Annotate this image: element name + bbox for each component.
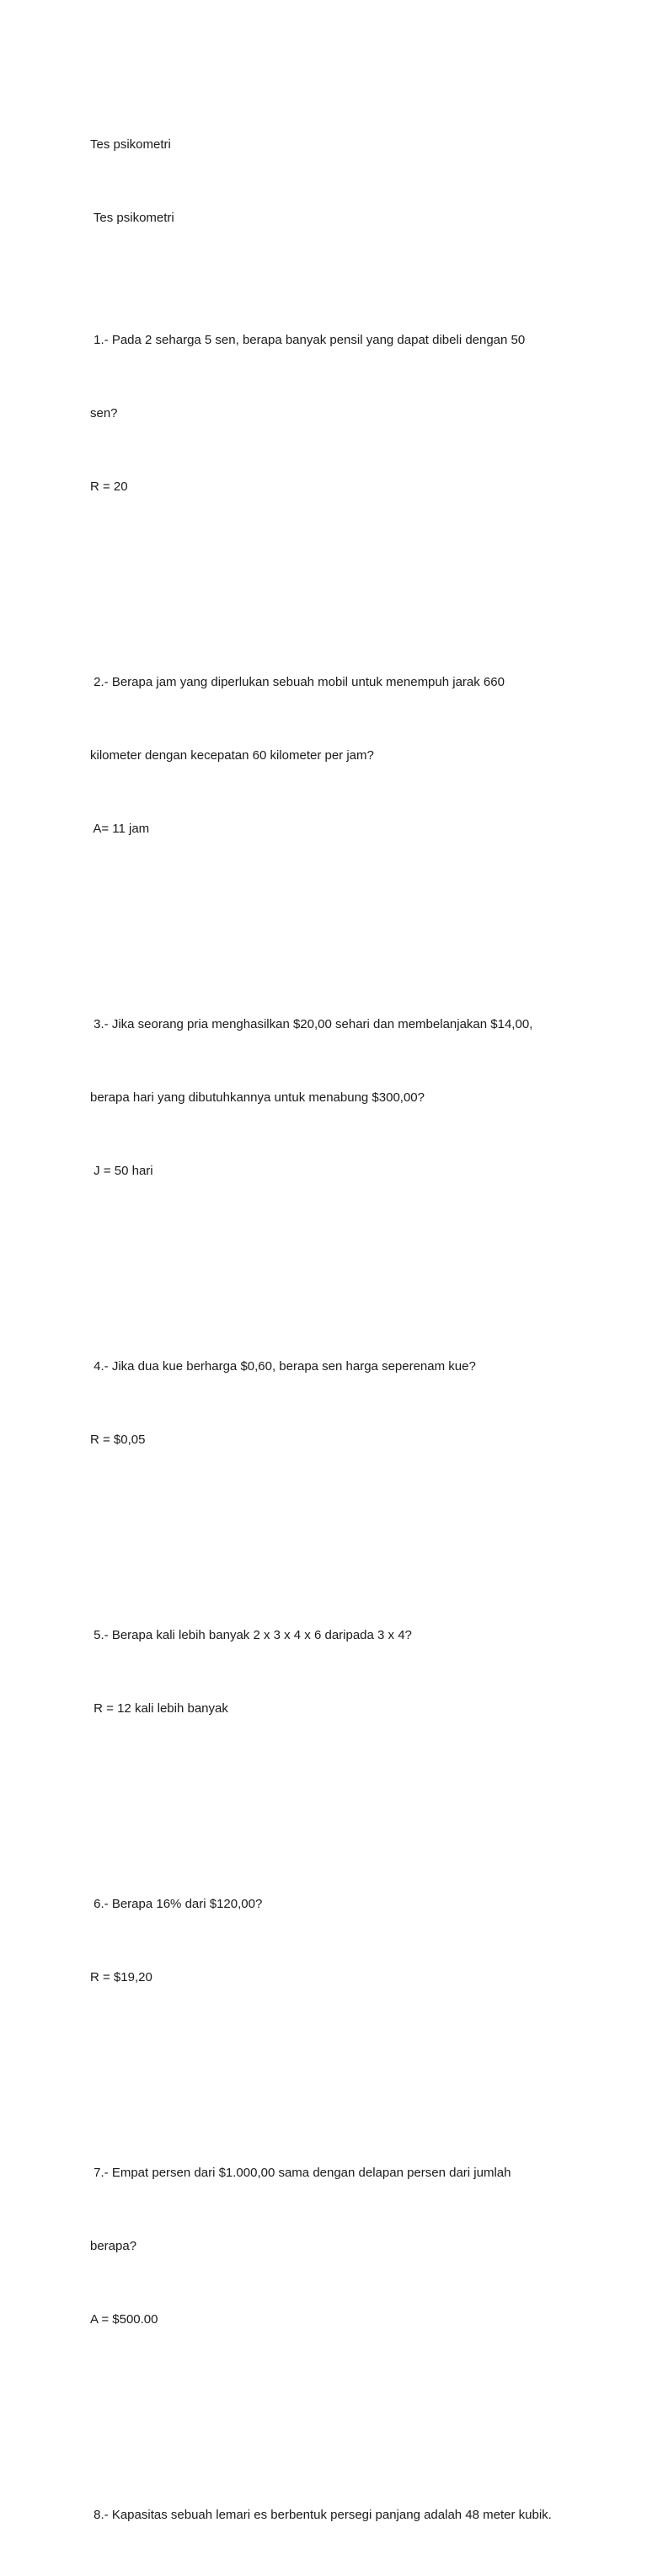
question-7-answer: A = $500.00	[90, 2312, 158, 2327]
spacer	[90, 1232, 587, 1256]
question-2-answer: A= 11 jam	[90, 822, 150, 836]
question-7-line-1: 7.- Empat persen dari $1.000,00 sama dengan delapan persen dari jumlah	[90, 2166, 511, 2180]
question-2-line-2: kilometer dengan kecepatan 60 kilometer per jam?	[90, 748, 374, 763]
spacer	[90, 2038, 587, 2063]
question-1-line-2: sen?	[90, 406, 118, 420]
question-3-line-1: 3.- Jika seorang pria menghasilkan $20,00 sehari dan membelanjakan $14,00,	[90, 1017, 533, 1031]
question-1-answer: R = 20	[90, 479, 128, 494]
question-4-answer: R = $0,05	[90, 1433, 146, 1447]
document-subtitle: Tes psikometri	[90, 211, 174, 225]
spacer	[90, 2381, 587, 2405]
question-6-line-1: 6.- Berapa 16% dari $120,00?	[90, 1897, 263, 1911]
question-8-line-1: 8.- Kapasitas sebuah lemari es berbentuk persegi panjang adalah 48 meter kubik.	[90, 2508, 552, 2522]
document-body	[90, 83, 587, 2576]
question-1-line-1: 1.- Pada 2 seharga 5 sen, berapa banyak pensil yang dapat dibeli dengan 50	[90, 333, 526, 347]
spacer	[90, 890, 587, 914]
question-2-line-1: 2.- Berapa jam yang diperlukan sebuah mobil untuk menempuh jarak 660	[90, 675, 505, 689]
spacer	[90, 1501, 587, 1525]
document-title: Tes psikometri	[90, 137, 171, 152]
question-5-answer: R = 12 kali lebih banyak	[90, 1701, 228, 1716]
question-4-line-1: 4.- Jika dua kue berharga $0,60, berapa sen harga seperenam kue?	[90, 1359, 476, 1374]
spacer	[90, 1770, 587, 1794]
question-7-line-2: berapa?	[90, 2239, 137, 2253]
spacer	[90, 548, 587, 572]
question-6-answer: R = $19,20	[90, 1970, 152, 1984]
question-3-line-2: berapa hari yang dibutuhkannya untuk menabung $300,00?	[90, 1090, 425, 1105]
question-5-line-1: 5.- Berapa kali lebih banyak 2 x 3 x 4 x 6 daripada 3 x 4?	[90, 1628, 412, 1642]
question-3-answer: J = 50 hari	[90, 1164, 153, 1178]
